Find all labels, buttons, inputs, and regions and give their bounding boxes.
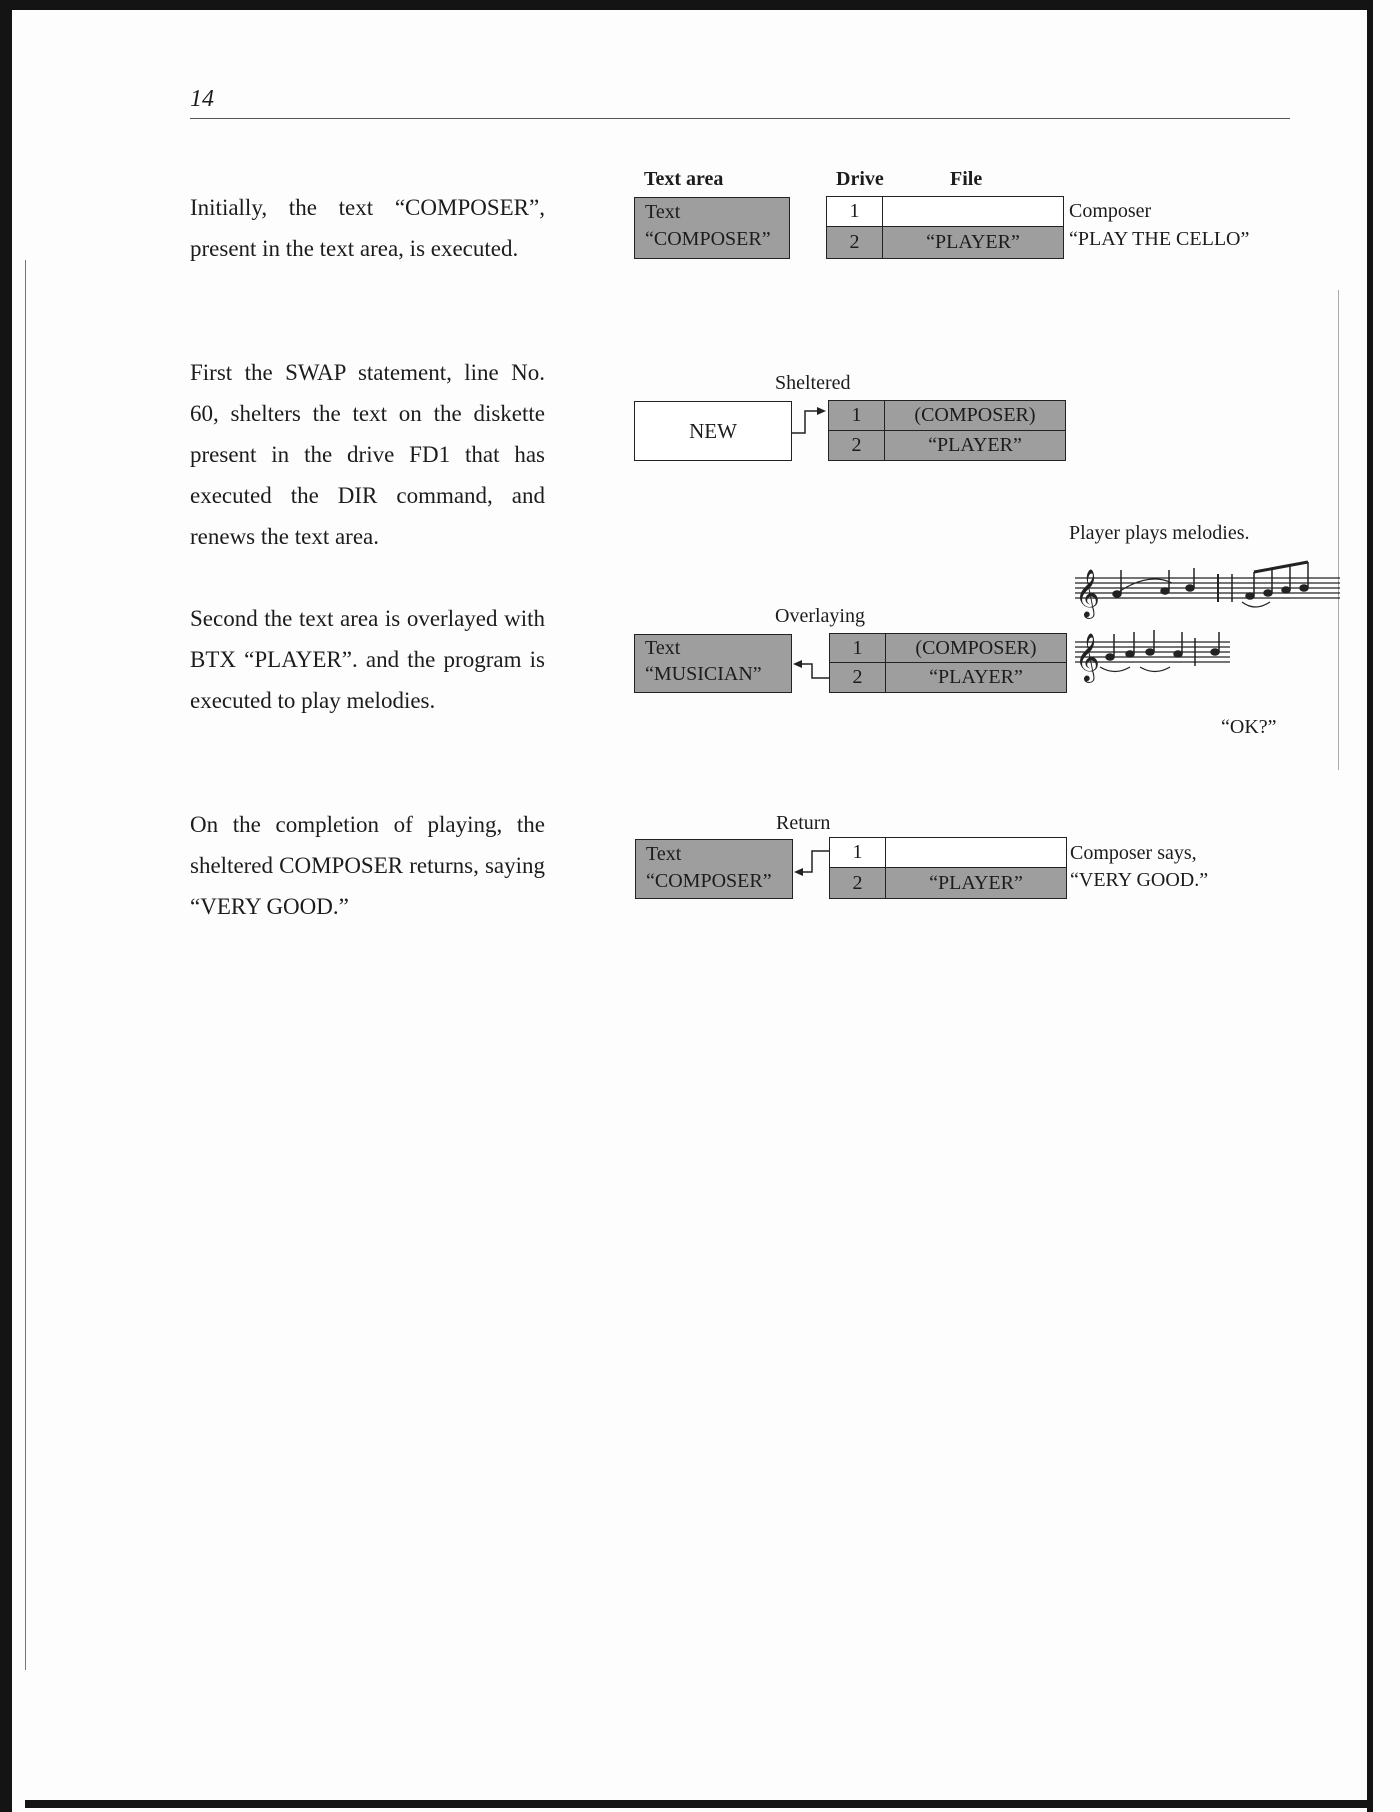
step1-caption-line1: Composer	[1069, 200, 1152, 222]
step2-drive-row-1	[829, 401, 1065, 431]
step3-drive-row-1	[830, 634, 1066, 663]
step2-drive-file-1: (COMPOSER)	[914, 404, 1036, 426]
step4-drive-row-1	[830, 838, 1066, 868]
step1-drive-num-2: 2	[827, 227, 883, 258]
paragraph-overlay: Second the text area is overlayed with BTX “PLAYER”. and the program is executed to play melodies.	[190, 606, 545, 713]
paragraph-initial: Initially, the text “COMPOSER”, present in the text area, is executed.	[190, 195, 545, 261]
step4-text-line2: “COMPOSER”	[646, 870, 772, 892]
step2-drive-row-2	[829, 431, 1065, 460]
scan-line-left	[25, 260, 26, 1670]
step4-caption-line1: Composer says,	[1070, 842, 1197, 864]
step2-text-area-box	[634, 401, 792, 461]
step2-drive-num-2: 2	[829, 431, 885, 460]
step4-text-line1: Text	[646, 843, 682, 865]
step3-drive-num-1: 1	[830, 634, 886, 662]
step1-text-line1: Text	[645, 201, 681, 223]
scan-border-right	[1367, 0, 1373, 1812]
step1-caption-line2: “PLAY THE CELLO”	[1069, 228, 1250, 250]
scan-line-right	[1338, 290, 1339, 770]
step1-drive-num-1: 1	[827, 197, 883, 226]
step2-drive-num-1: 1	[829, 401, 885, 430]
header-drive: Drive	[836, 168, 884, 190]
step1-text-line2: “COMPOSER”	[645, 228, 771, 250]
step3-drive-file-1: (COMPOSER)	[915, 636, 1037, 659]
step1-drive-row-2	[827, 227, 1063, 258]
step4-drive-num-1: 1	[830, 838, 886, 867]
step4-drive-file-2: “PLAYER”	[929, 871, 1023, 894]
page-number: 14	[190, 86, 214, 112]
step4-drive-num-2: 2	[830, 868, 886, 898]
header-file: File	[950, 168, 983, 190]
scan-border-top	[0, 0, 1372, 10]
header-text-area: Text area	[644, 168, 724, 190]
step3-caption-bottom: “OK?”	[1221, 716, 1277, 738]
step3-drive-file-2: “PLAYER”	[929, 666, 1023, 688]
step1-drive-table	[826, 196, 1064, 259]
step2-label: Sheltered	[775, 372, 851, 394]
step3-text-line2: “MUSICIAN”	[645, 663, 762, 685]
step4-return-arrow	[0, 0, 1, 1]
step4-caption-line2: “VERY GOOD.”	[1070, 869, 1209, 891]
step3-text-area-box	[634, 634, 792, 693]
step1-drive-row-1	[827, 197, 1063, 227]
step4-drive-file-1	[886, 838, 1066, 867]
step4-label: Return	[776, 812, 831, 834]
step2-drive-table	[828, 400, 1066, 461]
step1-text-area-box	[634, 197, 790, 259]
step1-drive-file-1	[883, 197, 1063, 226]
step2-text-area-label: NEW	[689, 418, 737, 443]
paragraph-return: On the completion of playing, the sheltered COMPOSER returns, saying “VERY GOOD.”	[190, 812, 545, 919]
step3-drive-num-2: 2	[830, 663, 886, 692]
svg-text:𝄞: 𝄞	[1075, 568, 1100, 617]
paragraph-swap: First the SWAP statement, line No. 60, shelters the text on the diskette present in the drive FD1 that has executed the DIR command, and renews the text area.	[190, 360, 545, 549]
svg-text:𝄞: 𝄞	[1075, 632, 1100, 681]
step3-drive-table	[829, 633, 1067, 693]
step3-label: Overlaying	[775, 605, 865, 627]
scan-border-bottom	[25, 1800, 1373, 1808]
step4-text-area-box	[635, 839, 793, 899]
step3-caption-top: Player plays melodies.	[1069, 522, 1250, 544]
step3-text-line1: Text	[645, 637, 681, 659]
header-rule	[190, 118, 1290, 119]
step4-drive-table	[829, 837, 1067, 899]
step1-drive-file-2: “PLAYER”	[926, 231, 1020, 253]
step3-drive-row-2	[830, 663, 1066, 692]
step4-drive-row-2	[830, 868, 1066, 898]
step2-drive-file-2: “PLAYER”	[928, 434, 1022, 456]
scan-border-left	[0, 0, 12, 1812]
